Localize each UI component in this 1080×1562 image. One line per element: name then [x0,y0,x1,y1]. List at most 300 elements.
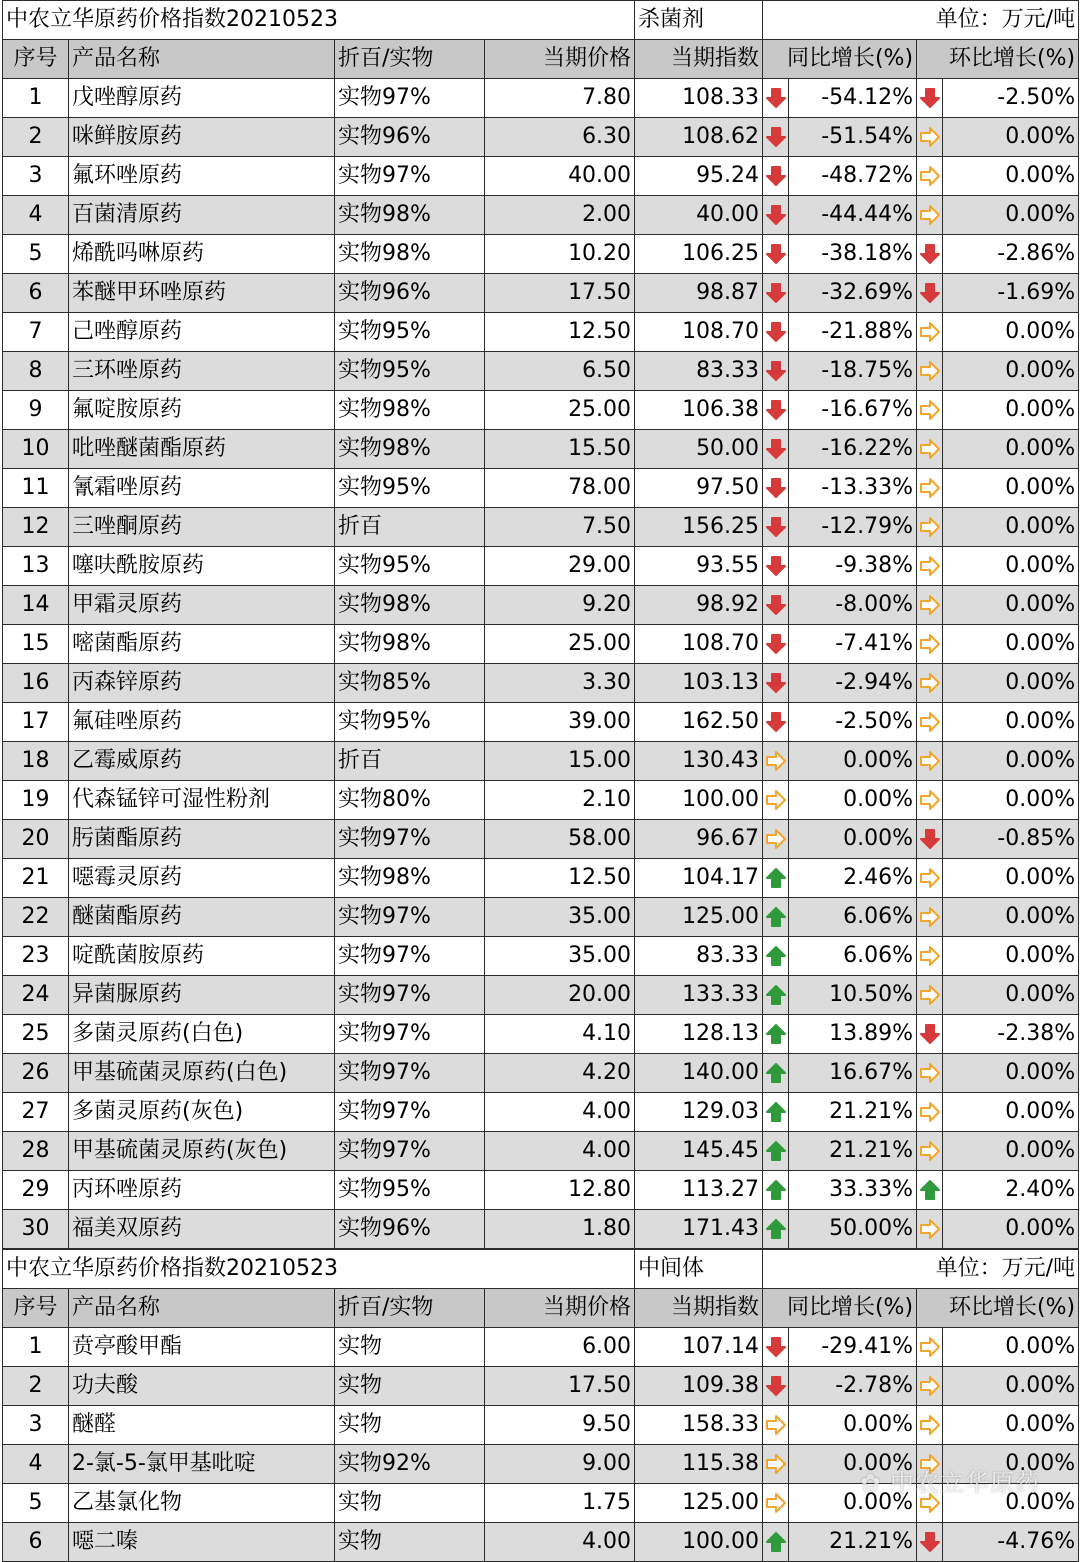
mom-arrow-cell [917,1328,943,1367]
mom-arrow-cell [917,664,943,703]
arrow-right-icon [919,1375,941,1397]
table-row [3,235,1079,274]
arrow-right-icon [919,711,941,733]
product-name: 咪鲜胺原药 [69,118,335,157]
arrow-right-icon [919,1218,941,1240]
mom-growth: 0.00% [943,313,1079,352]
product-spec: 实物97% [335,1132,485,1171]
mom-arrow-cell [917,1093,943,1132]
yoy-growth: 6.06% [789,898,917,937]
arrow-down-icon [765,399,787,421]
current-index: 100.00 [635,781,763,820]
yoy-arrow-cell [763,1523,789,1562]
product-spec: 实物97% [335,898,485,937]
product-spec: 实物97% [335,820,485,859]
arrow-down-icon [919,243,941,265]
header-mom: 环比增长(%) [917,40,1079,79]
current-index: 106.38 [635,391,763,430]
current-index: 133.33 [635,976,763,1015]
yoy-growth: -44.44% [789,196,917,235]
current-price: 25.00 [485,625,635,664]
mom-arrow-cell [917,1132,943,1171]
yoy-arrow-cell [763,898,789,937]
current-price: 2.00 [485,196,635,235]
table-header-row [3,40,1079,79]
yoy-growth: -8.00% [789,586,917,625]
yoy-arrow-cell [763,703,789,742]
current-index: 104.17 [635,859,763,898]
yoy-growth: -38.18% [789,235,917,274]
mom-growth: -0.85% [943,820,1079,859]
current-index: 93.55 [635,547,763,586]
current-index: 108.62 [635,118,763,157]
table-row [3,1367,1079,1406]
table-row [3,547,1079,586]
arrow-up-icon [765,867,787,889]
row-no: 12 [3,508,69,547]
current-index: 98.87 [635,274,763,313]
table-row [3,1210,1079,1249]
mom-growth: 0.00% [943,157,1079,196]
table-row [3,625,1079,664]
current-index: 156.25 [635,508,763,547]
row-no: 20 [3,820,69,859]
product-name: 肟菌酯原药 [69,820,335,859]
yoy-growth: 6.06% [789,937,917,976]
row-no: 24 [3,976,69,1015]
arrow-right-icon [919,594,941,616]
mom-growth: 0.00% [943,196,1079,235]
row-no: 4 [3,196,69,235]
arrow-right-icon [919,1101,941,1123]
yoy-arrow-cell [763,1328,789,1367]
mom-arrow-cell [917,391,943,430]
yoy-arrow-cell [763,274,789,313]
product-name: 烯酰吗啉原药 [69,235,335,274]
yoy-growth: -54.12% [789,79,917,118]
product-name: 百菌清原药 [69,196,335,235]
mom-arrow-cell [917,118,943,157]
product-name: 丙环唑原药 [69,1171,335,1210]
mom-arrow-cell [917,976,943,1015]
arrow-down-icon [765,87,787,109]
yoy-arrow-cell [763,976,789,1015]
mom-arrow-cell [917,742,943,781]
table-row [3,118,1079,157]
table-row [3,820,1079,859]
header-price: 当期价格 [485,40,635,79]
product-name: 苯醚甲环唑原药 [69,274,335,313]
arrow-right-icon [919,321,941,343]
table-row [3,391,1079,430]
table-row [3,430,1079,469]
yoy-growth: 21.21% [789,1523,917,1562]
yoy-growth: -9.38% [789,547,917,586]
current-index: 108.70 [635,313,763,352]
yoy-growth: -7.41% [789,625,917,664]
product-spec: 实物92% [335,1445,485,1484]
arrow-down-icon [765,711,787,733]
product-name: 吡唑醚菌酯原药 [69,430,335,469]
current-index: 128.13 [635,1015,763,1054]
yoy-arrow-cell [763,157,789,196]
mom-growth: 0.00% [943,898,1079,937]
arrow-right-icon [765,750,787,772]
current-price: 9.50 [485,1406,635,1445]
row-no: 19 [3,781,69,820]
header-no: 序号 [3,1289,69,1328]
yoy-arrow-cell [763,937,789,976]
mom-growth: -4.76% [943,1523,1079,1562]
current-price: 17.50 [485,274,635,313]
product-spec: 实物95% [335,1171,485,1210]
row-no: 3 [3,157,69,196]
mom-growth: 0.00% [943,469,1079,508]
row-no: 5 [3,1484,69,1523]
product-name: 丙森锌原药 [69,664,335,703]
mom-growth: 0.00% [943,859,1079,898]
unit-label: 单位：万元/吨 [763,1250,1079,1289]
yoy-arrow-cell [763,1484,789,1523]
mom-arrow-cell [917,430,943,469]
mom-arrow-cell [917,1015,943,1054]
current-index: 95.24 [635,157,763,196]
product-name: 醚菌酯原药 [69,898,335,937]
current-price: 4.10 [485,1015,635,1054]
product-name: 戊唑醇原药 [69,79,335,118]
table-row [3,976,1079,1015]
current-price: 35.00 [485,898,635,937]
mom-arrow-cell [917,547,943,586]
yoy-growth: 0.00% [789,1406,917,1445]
product-spec: 实物98% [335,235,485,274]
table-row [3,1093,1079,1132]
table-row [3,1054,1079,1093]
row-no: 14 [3,586,69,625]
current-index: 140.00 [635,1054,763,1093]
row-no: 29 [3,1171,69,1210]
mom-arrow-cell [917,508,943,547]
yoy-arrow-cell [763,1171,789,1210]
fungicide-price-table [2,0,1079,1249]
table-row [3,508,1079,547]
arrow-right-icon [919,477,941,499]
yoy-growth: -2.78% [789,1367,917,1406]
arrow-down-icon [919,282,941,304]
yoy-growth: -16.22% [789,430,917,469]
product-name: 乙基氯化物 [69,1484,335,1523]
product-spec: 实物98% [335,625,485,664]
mom-arrow-cell [917,703,943,742]
wechat-icon: ✿ [860,1469,890,1497]
product-spec: 实物 [335,1328,485,1367]
arrow-right-icon [919,126,941,148]
arrow-up-icon [765,1179,787,1201]
yoy-arrow-cell [763,547,789,586]
row-no: 16 [3,664,69,703]
product-name: 嘧菌酯原药 [69,625,335,664]
mom-growth: 2.40% [943,1171,1079,1210]
table-row [3,1171,1079,1210]
arrow-right-icon [765,1414,787,1436]
current-price: 39.00 [485,703,635,742]
current-price: 1.75 [485,1484,635,1523]
header-mom: 环比增长(%) [917,1289,1079,1328]
arrow-right-icon [919,516,941,538]
arrow-right-icon [919,984,941,1006]
arrow-down-icon [919,87,941,109]
table-row [3,664,1079,703]
arrow-down-icon [765,360,787,382]
arrow-down-icon [765,477,787,499]
product-spec: 实物95% [335,703,485,742]
mom-growth: 0.00% [943,352,1079,391]
yoy-arrow-cell [763,625,789,664]
product-name: 三唑酮原药 [69,508,335,547]
arrow-right-icon [919,867,941,889]
product-spec: 实物97% [335,937,485,976]
yoy-growth: 0.00% [789,781,917,820]
row-no: 6 [3,1523,69,1562]
product-spec: 实物96% [335,1210,485,1249]
current-index: 109.38 [635,1367,763,1406]
table-row [3,703,1079,742]
yoy-arrow-cell [763,430,789,469]
yoy-arrow-cell [763,196,789,235]
current-price: 3.30 [485,664,635,703]
arrow-down-icon [919,1023,941,1045]
row-no: 26 [3,1054,69,1093]
current-price: 6.30 [485,118,635,157]
arrow-right-icon [765,789,787,811]
arrow-down-icon [765,1336,787,1358]
product-spec: 实物95% [335,469,485,508]
current-price: 17.50 [485,1367,635,1406]
arrow-down-icon [765,672,787,694]
current-index: 103.13 [635,664,763,703]
arrow-up-icon [765,1140,787,1162]
current-index: 130.43 [635,742,763,781]
product-spec: 折百 [335,508,485,547]
product-spec: 实物97% [335,79,485,118]
current-index: 97.50 [635,469,763,508]
current-index: 145.45 [635,1132,763,1171]
yoy-growth: -16.67% [789,391,917,430]
arrow-right-icon [919,906,941,928]
product-name: 多菌灵原药(白色) [69,1015,335,1054]
yoy-arrow-cell [763,118,789,157]
row-no: 2 [3,1367,69,1406]
yoy-growth: -2.94% [789,664,917,703]
arrow-up-icon [765,1218,787,1240]
arrow-up-icon [765,906,787,928]
mom-growth: 0.00% [943,1367,1079,1406]
mom-arrow-cell [917,625,943,664]
arrow-down-icon [765,165,787,187]
mom-growth: 0.00% [943,430,1079,469]
yoy-growth: -21.88% [789,313,917,352]
product-spec: 实物96% [335,274,485,313]
product-name: 福美双原药 [69,1210,335,1249]
product-name: 噁二嗪 [69,1523,335,1562]
yoy-arrow-cell [763,391,789,430]
current-price: 4.00 [485,1523,635,1562]
yoy-growth: 0.00% [789,742,917,781]
arrow-down-icon [765,555,787,577]
product-name: 氟硅唑原药 [69,703,335,742]
yoy-arrow-cell [763,586,789,625]
product-spec: 实物97% [335,1054,485,1093]
product-spec: 实物98% [335,586,485,625]
yoy-growth: 13.89% [789,1015,917,1054]
mom-growth: 0.00% [943,976,1079,1015]
current-index: 98.92 [635,586,763,625]
product-spec: 折百 [335,742,485,781]
row-no: 3 [3,1406,69,1445]
mom-arrow-cell [917,196,943,235]
product-name: 异菌脲原药 [69,976,335,1015]
mom-growth: 0.00% [943,1328,1079,1367]
current-index: 83.33 [635,937,763,976]
header-no: 序号 [3,40,69,79]
table-title-row [3,1250,1079,1289]
table-title-row [3,1,1079,40]
current-index: 125.00 [635,898,763,937]
mom-growth: 0.00% [943,391,1079,430]
mom-arrow-cell [917,820,943,859]
table-row [3,313,1079,352]
mom-arrow-cell [917,859,943,898]
current-price: 78.00 [485,469,635,508]
product-name: 三环唑原药 [69,352,335,391]
table-row [3,352,1079,391]
product-spec: 实物98% [335,196,485,235]
arrow-right-icon [919,165,941,187]
mom-growth: 0.00% [943,1093,1079,1132]
header-name: 产品名称 [69,1289,335,1328]
arrow-down-icon [765,438,787,460]
yoy-growth: 0.00% [789,1484,917,1523]
arrow-down-icon [765,633,787,655]
yoy-arrow-cell [763,508,789,547]
yoy-growth: 0.00% [789,820,917,859]
row-no: 5 [3,235,69,274]
arrow-up-icon [765,1101,787,1123]
row-no: 25 [3,1015,69,1054]
product-spec: 实物98% [335,859,485,898]
table-row [3,1523,1079,1562]
yoy-arrow-cell [763,664,789,703]
mom-arrow-cell [917,469,943,508]
yoy-arrow-cell [763,313,789,352]
header-spec: 折百/实物 [335,1289,485,1328]
row-no: 23 [3,937,69,976]
mom-growth: 0.00% [943,742,1079,781]
arrow-up-icon [765,1023,787,1045]
mom-arrow-cell [917,586,943,625]
arrow-right-icon [919,750,941,772]
row-no: 1 [3,79,69,118]
product-name: 功夫酸 [69,1367,335,1406]
arrow-down-icon [765,204,787,226]
mom-arrow-cell [917,235,943,274]
row-no: 30 [3,1210,69,1249]
yoy-arrow-cell [763,1367,789,1406]
product-name: 氰霜唑原药 [69,469,335,508]
yoy-arrow-cell [763,1210,789,1249]
product-spec: 实物98% [335,391,485,430]
row-no: 13 [3,547,69,586]
mom-arrow-cell [917,1406,943,1445]
arrow-right-icon [765,1492,787,1514]
yoy-arrow-cell [763,1406,789,1445]
product-spec: 实物85% [335,664,485,703]
table-row [3,1132,1079,1171]
current-price: 4.00 [485,1093,635,1132]
yoy-growth: -48.72% [789,157,917,196]
table-row [3,469,1079,508]
mom-growth: -1.69% [943,274,1079,313]
product-spec: 实物95% [335,352,485,391]
arrow-down-icon [765,282,787,304]
header-spec: 折百/实物 [335,40,485,79]
row-no: 7 [3,313,69,352]
table-row [3,859,1079,898]
current-price: 15.00 [485,742,635,781]
product-spec: 实物 [335,1367,485,1406]
arrow-down-icon [765,126,787,148]
category-label: 杀菌剂 [635,1,763,40]
product-spec: 实物95% [335,313,485,352]
mom-arrow-cell [917,1054,943,1093]
arrow-right-icon [919,1336,941,1358]
mom-growth: 0.00% [943,1054,1079,1093]
yoy-growth: 2.46% [789,859,917,898]
header-yoy: 同比增长(%) [763,40,917,79]
table-title: 中农立华原药价格指数20210523 [3,1,635,40]
yoy-arrow-cell [763,742,789,781]
product-spec: 实物 [335,1484,485,1523]
table-row [3,937,1079,976]
product-name: 噻呋酰胺原药 [69,547,335,586]
yoy-arrow-cell [763,859,789,898]
yoy-arrow-cell [763,79,789,118]
row-no: 6 [3,274,69,313]
yoy-arrow-cell [763,1015,789,1054]
arrow-right-icon [765,1453,787,1475]
arrow-right-icon [765,828,787,850]
row-no: 15 [3,625,69,664]
yoy-arrow-cell [763,820,789,859]
product-name: 甲基硫菌灵原药(灰色) [69,1132,335,1171]
yoy-arrow-cell [763,1445,789,1484]
mom-arrow-cell [917,1523,943,1562]
mom-growth: -2.50% [943,79,1079,118]
current-price: 35.00 [485,937,635,976]
row-no: 27 [3,1093,69,1132]
arrow-right-icon [919,1140,941,1162]
row-no: 17 [3,703,69,742]
arrow-right-icon [919,555,941,577]
mom-arrow-cell [917,352,943,391]
current-price: 6.00 [485,1328,635,1367]
table-row [3,1015,1079,1054]
table-title: 中农立华原药价格指数20210523 [3,1250,635,1289]
current-index: 50.00 [635,430,763,469]
mom-growth: 0.00% [943,664,1079,703]
current-price: 58.00 [485,820,635,859]
arrow-down-icon [765,243,787,265]
